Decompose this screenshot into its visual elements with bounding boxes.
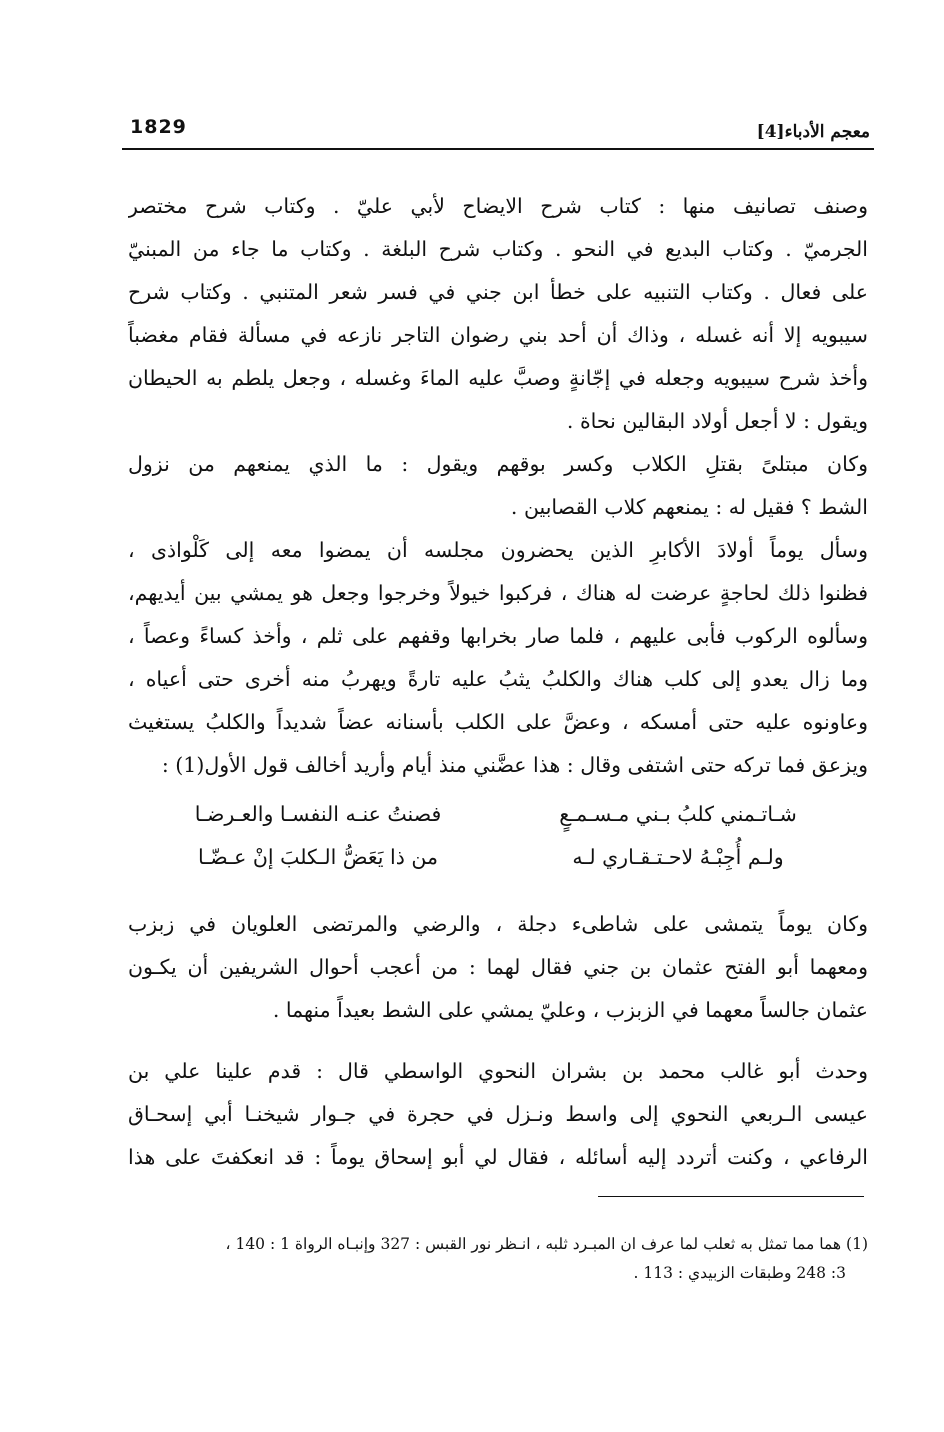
paragraph-2 [128, 443, 868, 529]
text-line: وسألوه الركوب فأبى عليهم ، فلما صار بخرابها وقفهم على ثلم ، وأخذ كساءً وعصاً ، [128, 624, 868, 648]
spacer [128, 885, 868, 903]
spacer [128, 1032, 868, 1050]
text-line: ويقول : لا أجعل أولاد البقالين نحاة . [566, 409, 868, 433]
header-rule [122, 148, 874, 150]
poem-verse [168, 836, 828, 879]
verse-first-hemistich: شـاتـمني كلبُ بـني مـسـمـعٍ [559, 802, 797, 826]
text-line: فظنوا ذلك لحاجةٍ عرضت له هناك ، فركبوا خيولاً وخرجوا وجعل هو يمشي بين أيديهم، [128, 581, 868, 605]
main-text [128, 185, 868, 1179]
poem [128, 787, 868, 885]
paragraph-3 [128, 529, 868, 787]
footnote-rule [598, 1196, 864, 1197]
verse-second-hemistich: من ذا يَعَضُّ الـكلبَ إنْ عـضّـا [198, 845, 438, 869]
paragraph-1 [128, 185, 868, 443]
text-line: وحدث أبو غالب محمد بن بشران النحوي الواسطي قال : قدم علينا علي بن [128, 1059, 868, 1083]
text-line: وأخذ شرح سيبويه وجعله في إجّانةٍ وصبَّ عليه الماءَ وغسله ، وجعل يلطم به الحيطان [128, 366, 868, 390]
text-line: عيسى الـربعي النحوي إلى واسط ونـزل في حجرة في جـوار شيخنـا أبي إسحـاق [128, 1102, 868, 1126]
verse-first-hemistich: ولـم أُجِبْـهُ لاحـتـقـاري لـه [572, 845, 784, 869]
running-title: معجم الأدباء[4] [756, 122, 870, 142]
text-line: الرفاعي ، وكنت أتردد إليه أسائله ، فقال لي أبو إسحاق يوماً : قد انعكفتَ على هذا [128, 1145, 868, 1169]
text-line: وصنف تصانيف منها : كتاب شرح الايضاح لأبي عليّ . وكتاب شرح مختصر [128, 194, 868, 218]
text-line: الشط ؟ فقيل له : يمنعهم كلاب القصابين . [510, 495, 868, 519]
text-line: سيبويه إلا أنه غسله ، وذاك أن أحد بني رضوان التاجر نازعه في مسألة فقام مغضباً [128, 323, 868, 347]
page-header [122, 108, 874, 148]
text-line: وكان مبتلىً بقتلِ الكلاب وكسر بوقهم ويقول : ما الذي يمنعهم من نزول [128, 452, 868, 476]
footnote-line: 3: 248 وطبقات الزبيدي : 113 . [633, 1264, 846, 1282]
text-line: وما زال يعدو إلى كلب هناك والكلبُ يثبُ عليه تارةً ويهربُ منه أخرى حتى أعياه ، [128, 667, 868, 691]
text-line: عثمان جالساً معهما في الزبزب ، وعليّ يمشي على الشط بعيداً منهما . [272, 998, 868, 1022]
verse-second-hemistich: فصنتُ عنـه النفسـا والعـرضـا [194, 802, 442, 826]
text-line: وسأل يوماً أولادَ الأكابرِ الذين يحضرون مجلسه أن يمضوا معه إلى كَلْواذى ، [128, 538, 868, 562]
text-line: ويزعق فما تركه حتى اشتفى وقال : هذا عضَّني منذ أيام وأريد أخالف قول الأول(1) : [161, 753, 868, 777]
footnote-line: (1) هما مما تمثل به ثعلب لما عرف ان المبـرد ثلبه ، انـظر نور القبس : 327 وإنبـاه الرواة 1 : 140 ، [225, 1235, 868, 1253]
text-line: وعاونوه عليه حتى أمسكه ، وعضَّ على الكلب بأسنانه عضاً شديداً والكلبُ يستغيث [128, 710, 868, 734]
page-number: 1829 [130, 116, 187, 138]
text-line: على فعال . وكتاب التنبيه على خطأ ابن جني في فسر شعر المتنبي . وكتاب شرح [128, 280, 868, 304]
poem-verse [168, 793, 828, 836]
paragraph-5 [128, 1050, 868, 1179]
text-line: وكان يوماً يتمشى على شاطىء دجلة ، والرضي والمرتضى العلويان في زبزب [128, 912, 868, 936]
text-line: ومعهما أبو الفتح عثمان بن جني فقال لهما : من أعجب أحوال الشريفين أن يكـون [128, 955, 868, 979]
paragraph-4 [128, 903, 868, 1032]
text-line: الجرميّ . وكتاب البديع في النحو . وكتاب شرح البلغة . وكتاب ما جاء من المبنيّ [128, 237, 868, 261]
footnotes [128, 1230, 868, 1288]
